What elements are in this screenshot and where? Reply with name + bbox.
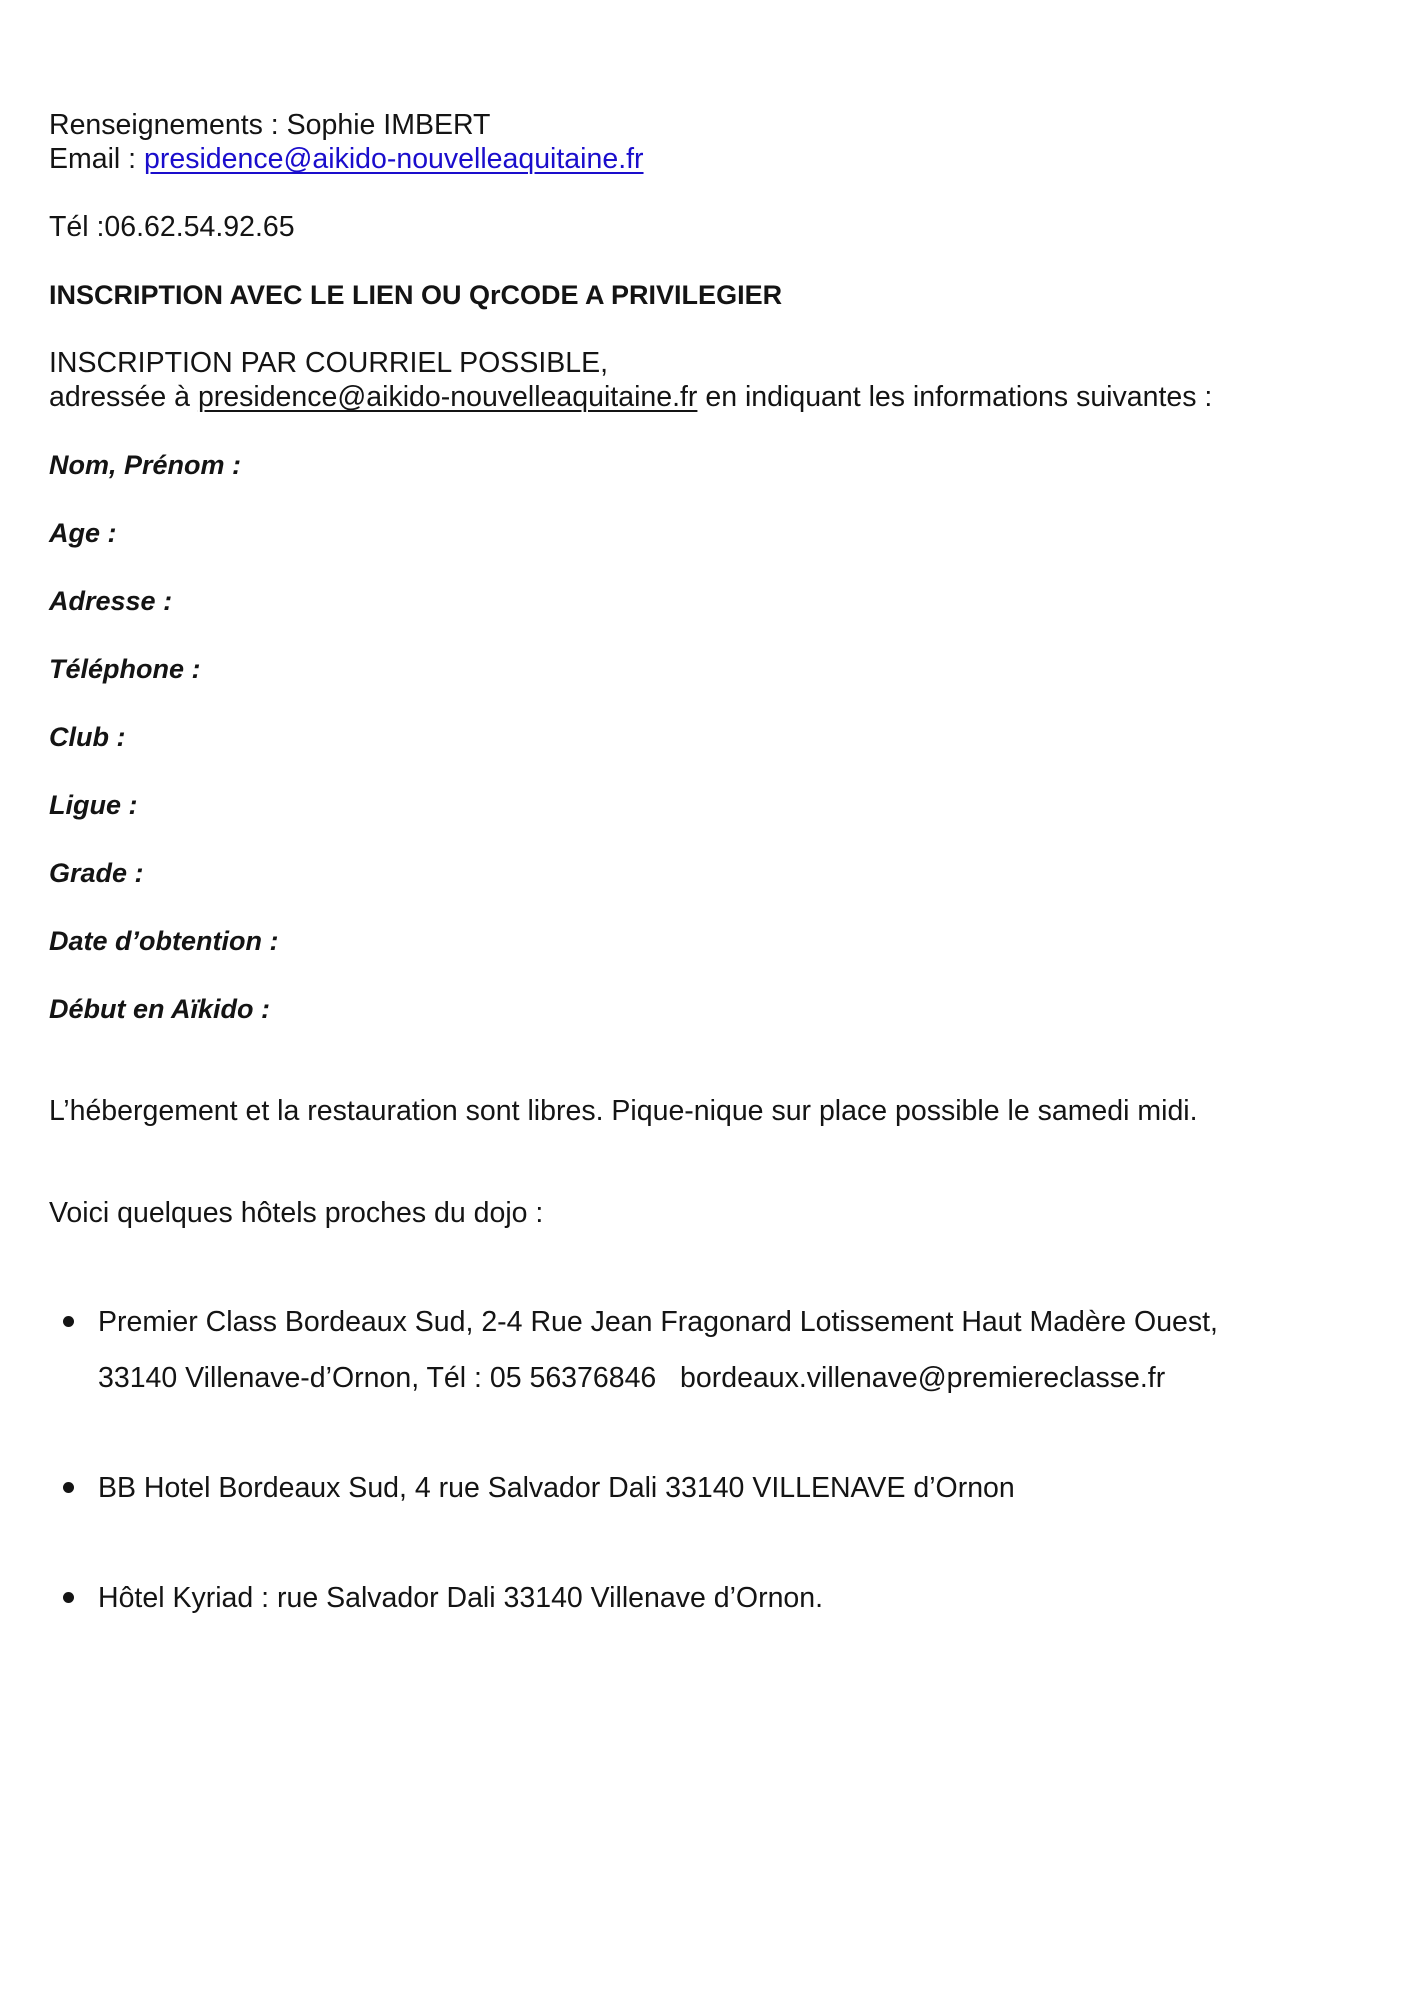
required-fields-list (49, 448, 1379, 1026)
field-ligue: Ligue : (49, 790, 138, 820)
inscription-priority-heading: INSCRIPTION AVEC LE LIEN OU QrCODE A PRIVILEGIER (49, 280, 783, 310)
field-age: Age : (49, 518, 117, 548)
addressed-suffix: en indiquant les informations suivantes : (697, 381, 1213, 413)
email-line (49, 142, 1379, 176)
bullet-icon (63, 1592, 74, 1603)
hotel-line: Hôtel Kyriad : rue Salvador Dali 33140 Villenave d’Ornon. (98, 1582, 824, 1614)
lodging-note: L’hébergement et la restauration sont libres. Pique-nique sur place possible le samedi midi. (49, 1095, 1198, 1127)
hotel-line: 33140 Villenave-d’Ornon, Tél : 05 56376846 bordeaux.villenave@premiereclasse.fr (98, 1362, 1166, 1394)
bullet-icon (63, 1482, 74, 1493)
inscription-email-heading: INSCRIPTION PAR COURRIEL POSSIBLE, (49, 347, 609, 379)
phone-line: Tél :06.62.54.92.65 (49, 211, 295, 243)
document-page (49, 108, 1379, 1626)
field-date-obtention: Date d’obtention : (49, 926, 279, 956)
hotel-line: BB Hotel Bordeaux Sud, 4 rue Salvador Dali 33140 VILLENAVE d’Ornon (98, 1472, 1015, 1504)
field-debut-aikido: Début en Aïkido : (49, 994, 270, 1024)
field-adresse: Adresse : (49, 586, 173, 616)
email-label: Email : (49, 143, 145, 175)
field-club: Club : (49, 722, 126, 752)
hotel-item-bb-hotel (49, 1460, 1379, 1516)
hotels-list (49, 1294, 1379, 1626)
addressed-prefix: adressée à (49, 381, 198, 413)
inscription-address-line (49, 380, 1379, 414)
email-link[interactable]: presidence@aikido-nouvelleaquitaine.fr (144, 143, 644, 175)
hotel-line: Premier Class Bordeaux Sud, 2-4 Rue Jean Fragonard Lotissement Haut Madère Ouest, (98, 1306, 1218, 1338)
renseignements-line: Renseignements : Sophie IMBERT (49, 109, 491, 141)
hotels-intro: Voici quelques hôtels proches du dojo : (49, 1197, 544, 1229)
hotel-item-premier-class (49, 1294, 1379, 1406)
hotel-item-kyriad (49, 1570, 1379, 1626)
inscription-email-link[interactable]: presidence@aikido-nouvelleaquitaine.fr (197, 381, 698, 413)
field-telephone: Téléphone : (49, 654, 201, 684)
bullet-icon (63, 1316, 74, 1327)
field-grade: Grade : (49, 858, 144, 888)
field-nom-prenom: Nom, Prénom : (49, 450, 242, 480)
